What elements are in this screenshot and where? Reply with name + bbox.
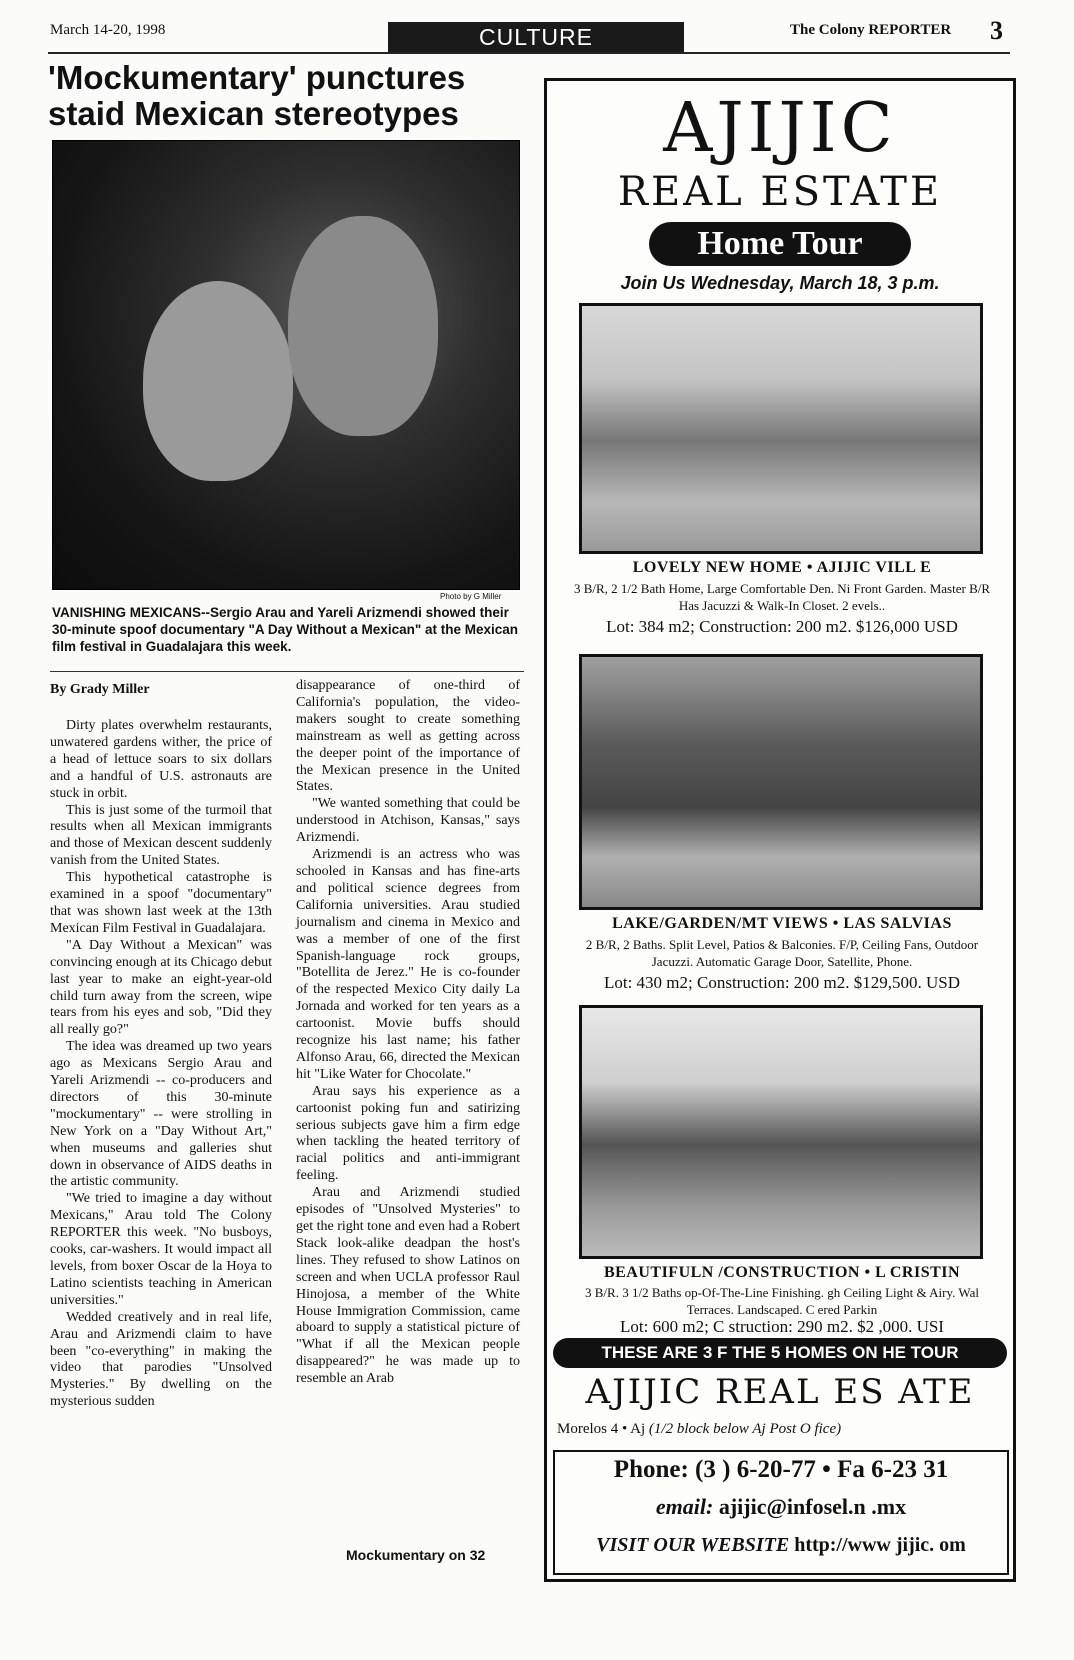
listing-title: BEAUTIFULN /CONSTRUCTION • L CRISTIN bbox=[603, 1264, 961, 1281]
newspaper-name: The Colony REPORTER bbox=[790, 22, 952, 38]
house-photo-1 bbox=[579, 303, 983, 554]
agency-name: AJIJIC REAL ES ATE bbox=[585, 1372, 975, 1412]
photo-caption: VANISHING MEXICANS--Sergio Arau and Yareli Arizmendi showed their 30-minute spoof documentary "A Day Without a Mexican" at the Mexican film festival in Guadalajara this week. bbox=[52, 605, 519, 654]
contact-box bbox=[553, 1450, 1009, 1575]
listing-description: 3 B/R. 3 1/2 Baths op-Of-The-Line Finishing. gh Ceiling Light & Airy. Wal Terraces. Landscaped. C ered Parkin bbox=[585, 1285, 979, 1317]
tour-date: Join Us Wednesday, March 18, 3 p.m. bbox=[620, 273, 940, 293]
website-line bbox=[555, 1534, 1007, 1557]
listing-price: Lot: 600 m2; C struction: 290 m2. $2 ,000. USI bbox=[620, 1317, 944, 1336]
paragraph: The idea was dreamed up two years ago as Mexicans Sergio Arau and Yareli Arizmendi -- co-producers and directors of this 30-minute "mockumentary" -- were strolling in New York on a "Day Without Art," when museums and galleries shut down in observance of AIDS deaths in the artistic community. bbox=[50, 1039, 272, 1190]
paragraph: This hypothetical catastrophe is examined in a spoof "documentary" that was shown last week at the 13th Mexican Film Festival in Guadalajara. bbox=[50, 870, 272, 936]
article-column-2 bbox=[296, 678, 520, 1388]
address-street: Morelos 4 • Aj bbox=[557, 1421, 646, 1437]
house-photo-3 bbox=[579, 1005, 983, 1259]
email-label: email: bbox=[655, 1494, 714, 1519]
issue-date: March 14-20, 1998 bbox=[50, 22, 166, 38]
listing-title: LAKE/GARDEN/MT VIEWS • LAS SALVIAS bbox=[612, 915, 952, 932]
article-headline: 'Mockumentary' punctures staid Mexican stereotypes bbox=[48, 59, 466, 132]
paragraph: Arizmendi is an actress who was schooled in Kansas and has fine-arts and political science degrees from California universities. Arau studied journalism and cinema in Mexico and was a member of one of the first Spanish-language rock groups, "Botellita de Jerez." He is co-founder of the respected Mexico City daily La Jornada and worked for ten years as a cartoonist. Movie buffs should recognize his last name; his father Alfonso Arau, 66, directed the Mexican hit "Like Water for Chocolate." bbox=[296, 847, 520, 1082]
listing-description: 3 B/R, 2 1/2 Bath Home, Large Comfortable Den. Ni Front Garden. Master B/R Has Jacuzzi & Walk-In Closet. 2 evels.. bbox=[573, 581, 991, 613]
byline: By Grady Miller bbox=[50, 682, 150, 697]
header-rule bbox=[48, 52, 1010, 54]
woman-figure bbox=[143, 281, 293, 481]
jump-line: Mockumentary on 32 bbox=[346, 1547, 486, 1563]
listing-price: Lot: 430 m2; Construction: 200 m2. $129,500. USD bbox=[603, 973, 961, 992]
paragraph: "We wanted something that could be understood in Atchison, Kansas," says Arizmendi. bbox=[296, 796, 520, 846]
article-column-1 bbox=[50, 718, 272, 1411]
address-note: (1/2 block below Aj Post O fice) bbox=[648, 1421, 842, 1437]
paragraph: "We tried to imagine a day without Mexicans," Arau told The Colony REPORTER this week. "No busboys, cooks, car-washers. It would impact all levels, from boxer Oscar de la Hoya to Latino scientists teaching in American universities." bbox=[50, 1191, 272, 1308]
phone-fax: Phone: (3 ) 6-20-77 • Fa 6-23 31 bbox=[613, 1456, 949, 1483]
tour-banner: THESE ARE 3 F THE 5 HOMES ON HE TOUR bbox=[553, 1338, 1007, 1368]
paragraph: Dirty plates overwhelm restaurants, unwatered gardens wither, the price of a head of lettuce soars to six dollars and a handful of U.S. astronauts are stuck in orbit. bbox=[50, 718, 272, 801]
real-estate-ad bbox=[544, 78, 1016, 1582]
listing-title: LOVELY NEW HOME • AJIJIC VILL E bbox=[632, 559, 932, 576]
email-line bbox=[555, 1494, 1007, 1520]
caption-rule bbox=[50, 671, 524, 672]
house-photo-2 bbox=[579, 654, 983, 910]
paragraph: Arau says his experience as a cartoonist poking fun and satirizing serious subjects gave him a firm edge when tackling the heated territory of racial politics and anti-immigrant feeling. bbox=[296, 1083, 520, 1184]
paragraph: Wedded creatively and in real life, Arau and Arizmendi claim to have been "co-everything" in making the video that parodies "Unsolved Mysteries." By dwelling on the mysterious sudden bbox=[50, 1309, 272, 1410]
listing-description: 2 B/R, 2 Baths. Split Level, Patios & Balconies. F/P, Ceiling Fans, Outdoor Jacuzzi. Automatic Garage Door, Satellite, Phone. bbox=[585, 937, 979, 969]
website-label: VISIT OUR WEBSITE bbox=[596, 1534, 790, 1556]
website-url[interactable]: http://www jijic. om bbox=[794, 1534, 966, 1556]
listing-price: Lot: 384 m2; Construction: 200 m2. $126,000 USD bbox=[606, 617, 958, 636]
agency-address bbox=[557, 1421, 1003, 1438]
article-photo bbox=[52, 140, 520, 590]
paragraph: disappearance of one-third of California's population, the video-makers sought to create something mainstream as well as getting across the deeper point of the importance of the Mexican presence in the United States. bbox=[296, 678, 520, 795]
man-figure bbox=[288, 216, 438, 436]
paragraph: Arau and Arizmendi studied episodes of "Unsolved Mysteries" to get the right tone and even had a Robert Stack look-alike deadpan the host's lines. They refused to show Latinos on screen and when UCLA professor Raul Hinojosa, a member of the White House Immigration Commission, came aboard to supply a statistical picture of "What if all the Mexican people disappeared?" he was made up to resemble an Arab bbox=[296, 1185, 520, 1387]
ad-subtitle: REAL ESTATE bbox=[617, 169, 943, 215]
paragraph: This is just some of the turmoil that results when all Mexican immigrants and those of Mexican descent suddenly vanish from the United States. bbox=[50, 802, 272, 869]
home-tour-badge: Home Tour bbox=[649, 222, 911, 266]
photo-credit: Photo by G Miller bbox=[440, 592, 502, 601]
email-address[interactable]: ajijic@infosel.n .mx bbox=[718, 1494, 907, 1519]
ad-title: AJIJIC bbox=[663, 89, 897, 168]
paragraph: "A Day Without a Mexican" was convincing enough at its Chicago debut last year to make an eight-year-old child turn away from the screen, wipe tears from his eyes and sob, "Did they all really go?" bbox=[50, 937, 273, 1038]
page-number: 3 bbox=[990, 16, 1003, 45]
section-label: CULTURE bbox=[388, 22, 684, 52]
